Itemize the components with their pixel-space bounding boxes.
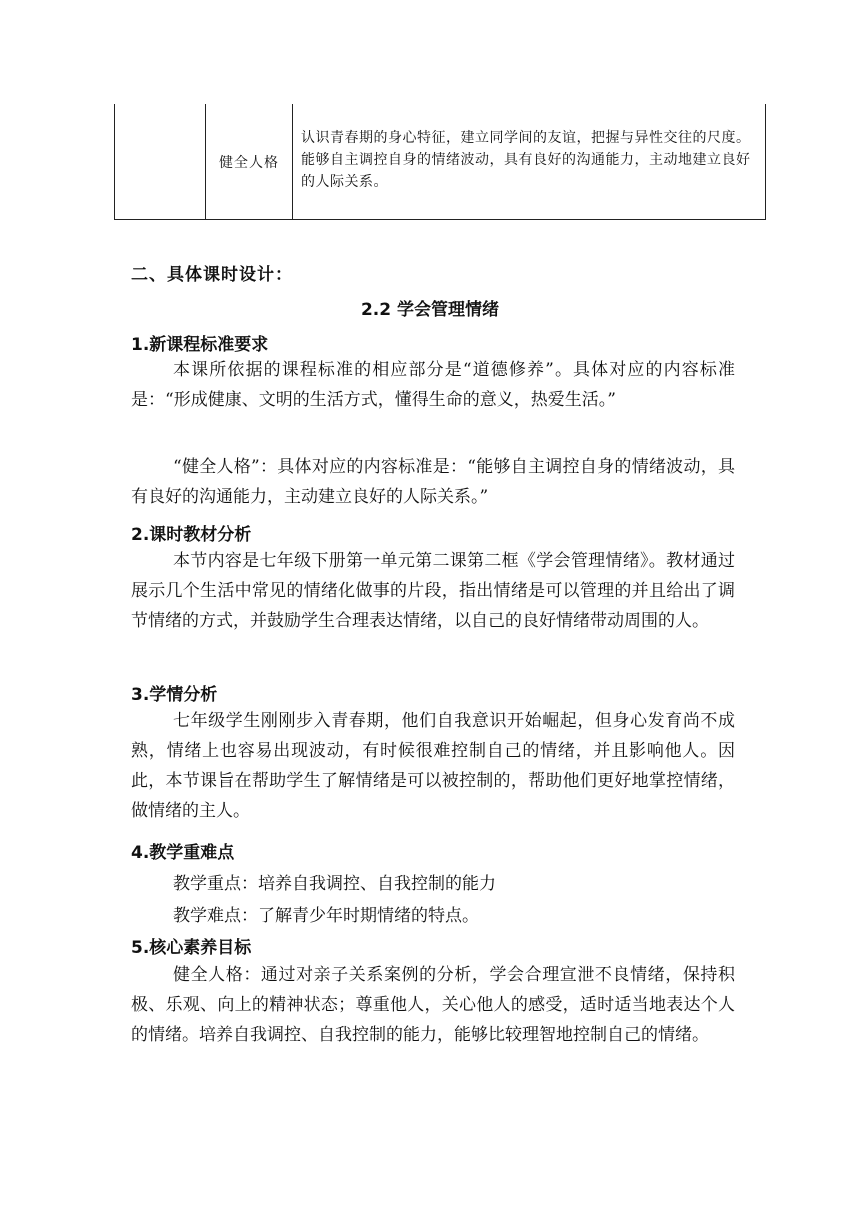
section-title-materials: 2.课时教材分析	[131, 525, 252, 545]
table-line: 能够自主调控自身的情绪波动，具有良好的沟通能力，主动地建立良好的人际关系。	[301, 151, 751, 190]
table-line: 认识青春期的身心特征，建立同学间的友谊，把握与异性交往的尺度。	[301, 129, 751, 146]
table-row	[115, 104, 766, 220]
section-title-students: 3.学情分析	[131, 685, 218, 705]
lesson-title: 2.2 学会管理情绪	[360, 300, 500, 320]
competency-table	[114, 104, 766, 220]
section-title-standards: 1.新课程标准要求	[131, 335, 269, 355]
paragraph: 七年级学生刚刚步入青春期，他们自我意识开始崛起，但身心发育尚不成熟，情绪上也容易出现波动，有时候很难控制自己的情绪，并且影响他人。因此，本节课旨在帮助学生了解情绪是可以被控制的，帮助他们更好地掌控情绪，做情绪的主人。	[131, 711, 735, 821]
table-cell-empty	[115, 104, 206, 220]
table-row-label: 健全人格	[206, 104, 293, 220]
key-point-line: 教学重点：培养自我调控、自我控制的能力	[173, 874, 496, 894]
paragraph: “健全人格”：具体对应的内容标准是：“能够自主调控自身的情绪波动，具有良好的沟通能力，主动建立良好的人际关系。”	[131, 457, 735, 507]
paragraph: 健全人格：通过对亲子关系案例的分析，学会合理宣泄不良情绪，保持积极、乐观、向上的精神状态；尊重他人，关心他人的感受，适时适当地表达个人的情绪。培养自我调控、自我控制的能力，能够比较理智地控制自己的情绪。	[131, 965, 735, 1045]
paragraph: 本节内容是七年级下册第一单元第二课第二框《学会管理情绪》。教材通过展示几个生活中常见的情绪化做事的片段，指出情绪是可以管理的并且给出了调节情绪的方式，并鼓励学生合理表达情绪，以自己的良好情绪带动周围的人。	[131, 551, 735, 631]
section-title-key-points: 4.教学重难点	[131, 843, 235, 863]
paragraph: 本课所依据的课程标准的相应部分是“道德修养”。具体对应的内容标准是：“形成健康、文明的生活方式，懂得生命的意义，热爱生活。”	[131, 360, 735, 410]
section-heading: 二、具体课时设计：	[131, 265, 293, 285]
section-title-goals: 5.核心素养目标	[131, 938, 252, 958]
table-cell-content	[293, 104, 766, 220]
difficult-point-line: 教学难点：了解青少年时期情绪的特点。	[173, 906, 479, 926]
